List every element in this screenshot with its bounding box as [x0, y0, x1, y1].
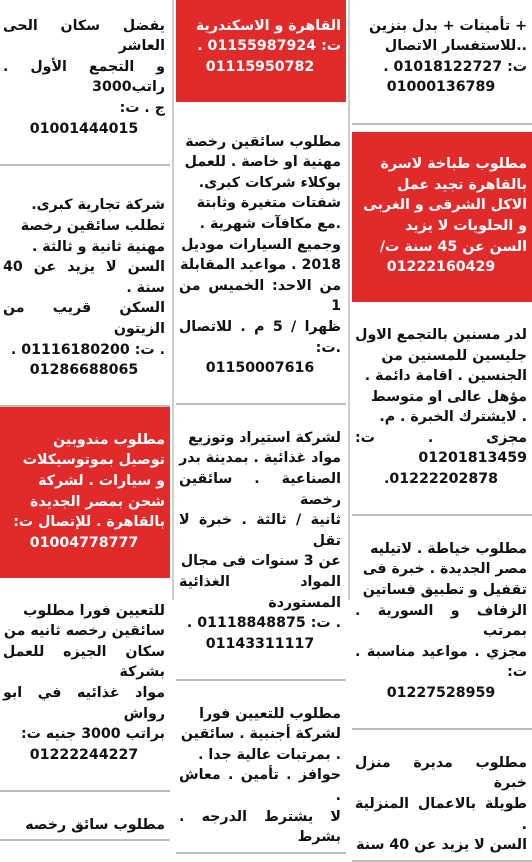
classified-ad	[0, 792, 170, 841]
column-divider	[348, 0, 350, 600]
ad-phone: 01115950782	[205, 58, 315, 75]
ad-body: مطلوب مديرة منزل خبرة طويلة بالاعمال المنزلية . السن لا يزيد عن 40 سنة	[355, 754, 527, 854]
ad-phone: 01150007616	[205, 360, 315, 377]
classified-ad	[352, 0, 532, 125]
ad-body: القاهرة و الاسكندرية ت: 01155987924 .	[195, 17, 341, 55]
ad-phone: 01001444015	[29, 120, 139, 137]
ad-body: مطلوب سائق رخصه	[25, 816, 165, 833]
column-right	[352, 0, 532, 854]
column-middle	[176, 0, 346, 846]
classified-ad	[176, 109, 346, 405]
ad-phone: 01143311117	[205, 635, 315, 652]
classified-ad	[0, 0, 170, 166]
column-divider	[172, 0, 174, 600]
ad-phone: 01222160429	[386, 259, 496, 276]
classified-ad-highlighted	[176, 0, 346, 102]
ad-body: مطلوب سائقين رخصة مهنية او خاصة . للعمل بوكلاء شركات كبرى. شفتات متغيرة وثابتة .مع مكافآت شهرية . وجميع السيارات موديل 2018 . مواعيد المقابلة من الاحد: الخميس من 1 ظهرا / 5 م . للاتصال .ت:	[179, 133, 341, 356]
ad-body: لشركة استيراد وتوزيع مواد غذائية . بمدينة بدر الصناعية . سائقين رخصة ثانية / ثالثة . خبرة لا تقل عن 3 سنوات فى مجال المواد الغذائية المستوردة . ت: 01118848875 .	[179, 429, 341, 632]
ad-phone: 01227528959	[386, 685, 496, 701]
ad-phone: 01004778777	[29, 534, 139, 551]
ad-body: + تأمينات + بدل بنزين ..للاستفسار الاتصال ت: 01018122727 .	[368, 17, 527, 75]
ad-body: للتعيين فورا مطلوب سائقين رخصه ثانيه من سكان الجيزه للعمل بشركة مواد غذائيه في ابو رواش براتب 3000 جنيه ت:	[3, 602, 165, 743]
ad-body: لدر مسنين بالتجمع الاول جليسين للمسنين من الجنسين . اقامة دائمة . مؤهل عالى او متوسط . لايشترك الخبرة . م. مجزى . ت: 01201813459	[355, 326, 527, 467]
ad-body: مطلوب خياطة . لاتيليه مصر الجديدة . خبرة فى تقفيل و تطبيق فساتين الزفاف و السورية . بمرتب مجزي . مواعيد مناسبة . ت:	[355, 540, 527, 681]
ad-body: مطلوب مندوبين توصيل بموتوسيكلات و سيارات . لشركة شحن بمصر الجديدة بالقاهرة . للإتصال ت:	[13, 431, 165, 531]
ad-body: يفضل سكان الحى العاشر و التجمع الأول . راتب3000 ج . ت:	[3, 17, 165, 116]
ad-phone: 01222244227	[29, 746, 139, 763]
classified-ad-highlighted	[352, 132, 532, 303]
ad-phone: 01286688065	[29, 362, 139, 379]
ad-body: شركة تجارية كبرى. تطلب سائقين رخصة مهنية ثانية و ثالثة . السن لا يزيد عن 40 سنة . السكن قريب من الزيتون . ت: 01116180200 .	[3, 197, 165, 358]
classified-ad	[0, 578, 170, 792]
ad-phone: 01222202878.	[384, 471, 498, 488]
ad-phone: 01000136789	[386, 79, 496, 96]
column-left	[0, 0, 170, 833]
classified-ad	[352, 302, 532, 516]
ad-body: مطلوب طباخة لاسرة بالقاهرة تجيد عمل الاكل الشرقى و الغربى و الحلويات لا يزيد السن عن 45 سنة ت/	[363, 156, 527, 255]
classified-ad-highlighted	[0, 407, 170, 578]
classified-ad	[176, 681, 346, 854]
classified-ad	[176, 405, 346, 681]
ad-body: مطلوب للتعيين فورا لشركة أجنبية . سائقين . بمرتبات عالية جدا . حوافز . تأمين . معاش . لا يشترط الدرجه . بشرط	[179, 705, 341, 846]
classified-ad	[0, 173, 170, 408]
classified-ad	[352, 730, 532, 862]
classified-ad	[352, 516, 532, 730]
